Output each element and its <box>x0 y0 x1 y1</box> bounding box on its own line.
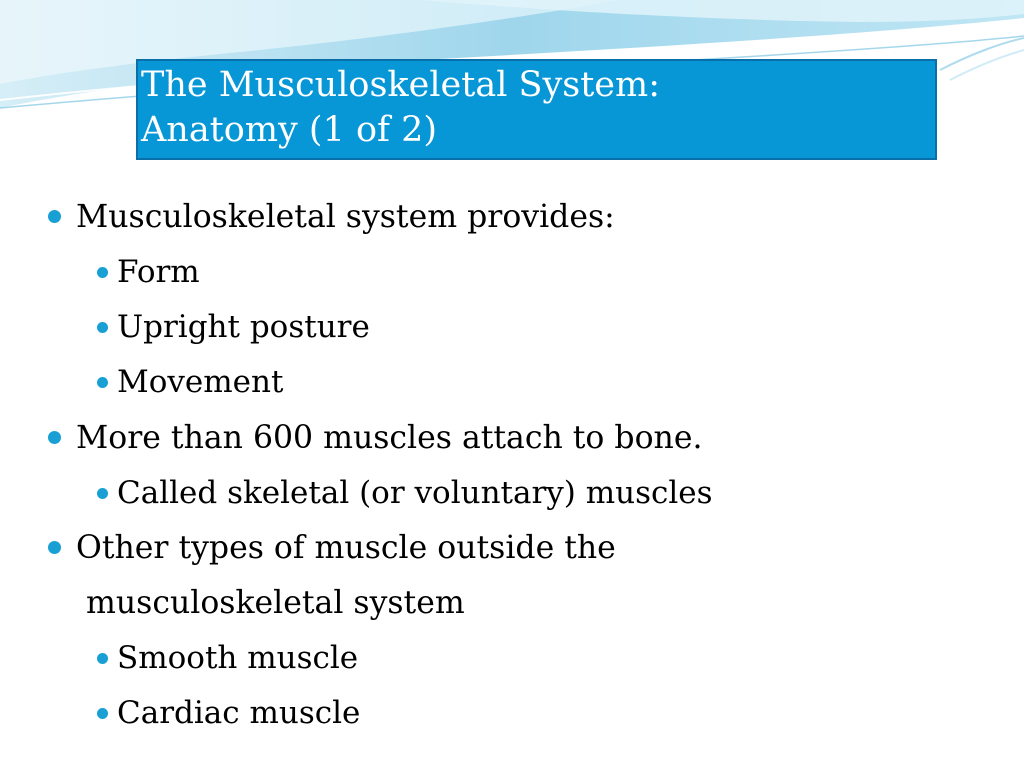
bullet-dot-icon <box>48 210 61 223</box>
sub-bullet-item: Form <box>117 254 200 290</box>
bullet-dot-icon <box>48 431 61 444</box>
sub-bullet-item: Smooth muscle <box>117 640 359 676</box>
sub-bullet-dot-icon <box>97 708 108 719</box>
slide-title-line-1: The Musculoskeletal System: <box>141 65 660 105</box>
bullet-item: Other types of muscle outside the <box>76 530 616 566</box>
sub-bullet-item: Movement <box>117 364 284 400</box>
sub-bullet-dot-icon <box>97 322 108 333</box>
sub-bullet-dot-icon <box>97 377 108 388</box>
sub-bullet-dot-icon <box>97 267 108 278</box>
sub-bullet-item: Cardiac muscle <box>117 695 361 731</box>
slide-title-line-2: Anatomy (1 of 2) <box>141 110 438 150</box>
bullet-item: Musculoskeletal system provides: <box>76 199 615 235</box>
sub-bullet-dot-icon <box>97 653 108 664</box>
sub-bullet-item: Upright posture <box>117 309 370 345</box>
sub-bullet-item: Called skeletal (or voluntary) muscles <box>117 475 713 511</box>
bullet-item: More than 600 muscles attach to bone. <box>76 420 703 456</box>
bullet-item-continuation: musculoskeletal system <box>86 585 465 621</box>
sub-bullet-dot-icon <box>97 488 108 499</box>
bullet-dot-icon <box>48 541 61 554</box>
